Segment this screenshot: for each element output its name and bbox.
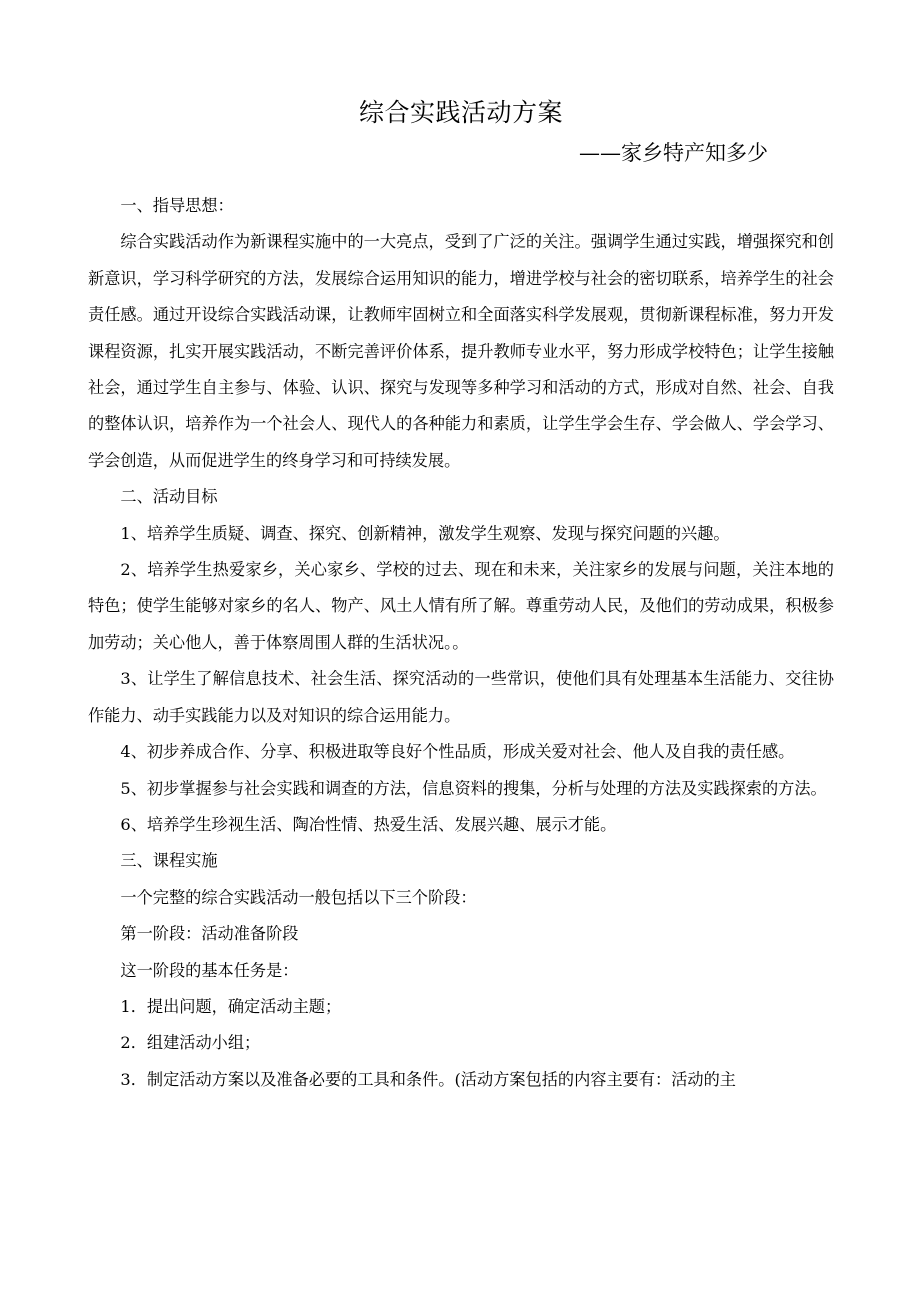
document-body — [88, 188, 834, 1098]
paragraph-goal-4: 4、初步养成合作、分享、积极进取等良好个性品质，形成关爱对社会、他人及自我的责任感。 — [120, 742, 795, 762]
paragraph-stage-1-intro: 这一阶段的基本任务是： — [120, 960, 299, 980]
document-subtitle: ——家乡特产知多少 — [579, 141, 768, 165]
document-page — [88, 94, 834, 1098]
list-item-task-1: 1．提出问题，确定活动主题； — [120, 996, 342, 1016]
section-heading-goals: 二、活动目标 — [120, 487, 218, 507]
paragraph-guiding: 综合实践活动作为新课程实施中的一大亮点，受到了广泛的关注。强调学生通过实践，增强探究和创新意识，学习科学研究的方法，发展综合运用知识的能力，增进学校与社会的密切联系，培养学生的社会责任感。通过开设综合实践活动课，让教师牢固树立和全面落实科学发展观，贯彻新课程标准，努力开发课程资源，扎实开展实践活动，不断完善评价体系，提升教师专业水平，努力形成学校特色；让学生接触社会，通过学生自主参与、体验、认识、探究与发现等多种学习和活动的方式，形成对自然、社会、自我的整体认识，培养作为一个社会人、现代人的各种能力和素质，让学生学会生存、学会做人、学会学习、学会创造，从而促进学生的终身学习和可持续发展。 — [88, 232, 834, 470]
paragraph-goal-1: 1、培养学生质疑、调查、探究、创新精神，激发学生观察、发现与探究问题的兴趣。 — [120, 523, 730, 543]
document-title: 综合实践活动方案 — [358, 98, 563, 127]
list-item-task-3: 3．制定活动方案以及准备必要的工具和条件。(活动方案包括的内容主要有：活动的主 — [120, 1069, 736, 1089]
paragraph-goal-5: 5、初步掌握参与社会实践和调查的方法，信息资料的搜集，分析与处理的方法及实践探索的方法。 — [120, 778, 827, 798]
paragraph-implementation-intro: 一个完整的综合实践活动一般包括以下三个阶段： — [120, 887, 477, 907]
section-heading-implementation: 三、课程实施 — [120, 851, 218, 871]
list-item-task-2: 2．组建活动小组； — [120, 1033, 261, 1053]
paragraph-stage-1: 第一阶段：活动准备阶段 — [120, 924, 299, 944]
section-heading-guiding: 一、指导思想： — [120, 196, 234, 215]
paragraph-goal-6: 6、培养学生珍视生活、陶冶性情、热爱生活、发展兴趣、展示才能。 — [120, 814, 617, 834]
paragraph-goal-3: 3、让学生了解信息技术、社会生活、探究活动的一些常识，使他们具有处理基本生活能力、交往协作能力、动手实践能力以及对知识的综合运用能力。 — [88, 669, 834, 725]
paragraph-goal-2: 2、培养学生热爱家乡，关心家乡、学校的过去、现在和未来，关注家乡的发展与问题，关注本地的特色；使学生能够对家乡的名人、物产、风土人情有所了解。尊重劳动人民，及他们的劳动成果，积极参加劳动；关心他人，善于体察周围人群的生活状况。。 — [88, 560, 834, 652]
